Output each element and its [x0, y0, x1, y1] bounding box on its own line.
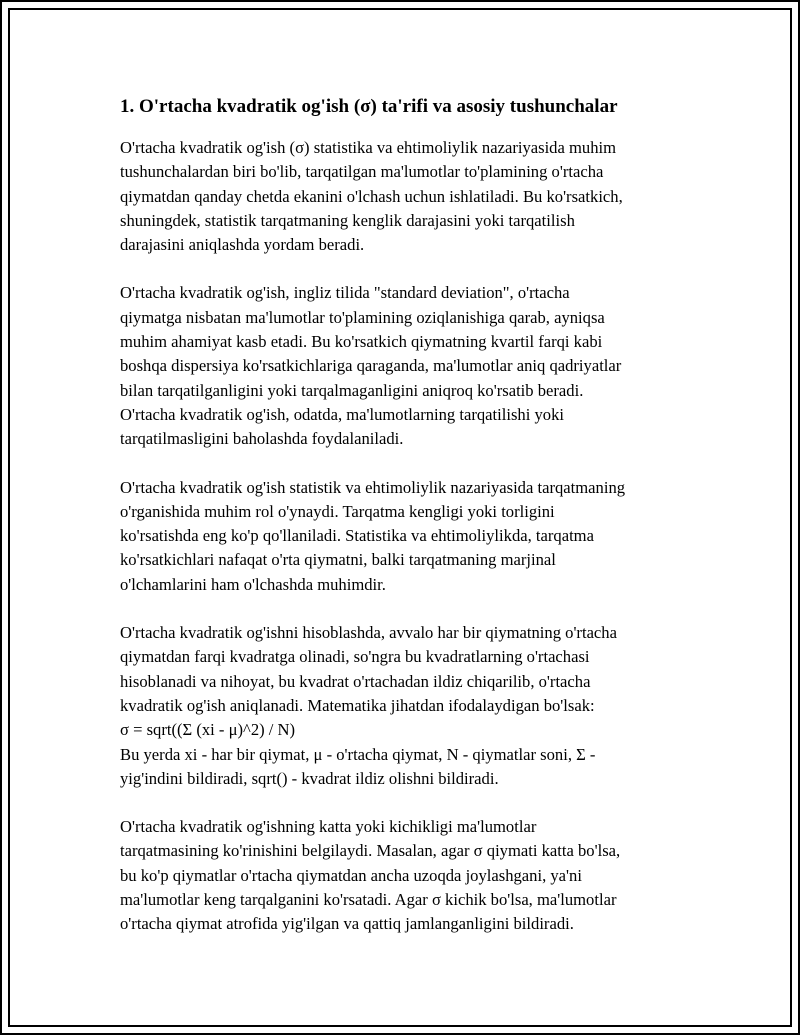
text-line: o'lchamlarini ham o'lchashda muhimdir.: [120, 574, 386, 594]
text-line: hisoblanadi va nihoyat, bu kvadrat o'rtachadan ildiz chiqarilib, o'rtacha: [120, 671, 591, 691]
paragraph: [120, 281, 690, 451]
text-line: qiymatdan qanday chetda ekanini o'lchash uchun ishlatiladi. Bu ko'rsatkich,: [120, 186, 623, 206]
text-line: tushunchalardan biri bo'lib, tarqatilgan ma'lumotlar to'plamining o'rtacha: [120, 162, 604, 182]
text-line: Bu yerda xi - har bir qiymat, μ - o'rtacha qiymat, N - qiymatlar soni, Σ -: [120, 744, 596, 764]
text-line: bilan tarqatilganligini yoki tarqalmaganligini aniqroq ko'rsatib beradi.: [120, 380, 584, 400]
text-line: ma'lumotlar keng tarqalganini ko'rsatadi. Agar σ kichik bo'lsa, ma'lumotlar: [120, 890, 617, 910]
text-line: shuningdek, statistik tarqatmaning kenglik darajasini yoki tarqatilish: [120, 210, 575, 230]
paragraph: [120, 621, 690, 791]
text-line: bu ko'p qiymatlar o'rtacha qiymatdan ancha uzoqda joylashgani, ya'ni: [120, 865, 582, 885]
paragraph: [120, 815, 690, 936]
text-line: muhim ahamiyat kasb etadi. Bu ko'rsatkich qiymatning kvartil farqi kabi: [120, 332, 603, 352]
paragraph: [120, 476, 690, 597]
text-line: o'rganishida muhim rol o'ynaydi. Tarqatma kengligi yoki torligini: [120, 501, 555, 521]
text-line: qiymatdan farqi kvadratga olinadi, so'ngra bu kvadratlarning o'rtachasi: [120, 647, 590, 667]
text-line: O'rtacha kvadratik og'ishning katta yoki kichikligi ma'lumotlar: [120, 817, 537, 837]
paragraph: [120, 136, 690, 257]
text-line: tarqatmasining ko'rinishini belgilaydi. Masalan, agar σ qiymati katta bo'lsa,: [120, 841, 621, 861]
text-line: σ = sqrt((Σ (xi - μ)^2) / N): [120, 720, 296, 740]
text-line: O'rtacha kvadratik og'ish (σ) statistika va ehtimoliylik nazariyasida muhim: [120, 138, 617, 157]
text-line: ko'rsatishda eng ko'p qo'llaniladi. Statistika va ehtimoliylikda, tarqatma: [120, 526, 594, 546]
text-line: darajasini aniqlashda yordam beradi.: [120, 235, 365, 255]
text-line: kvadratik og'ish aniqlanadi. Matematika jihatdan ifodalaydigan bo'lsak:: [120, 695, 595, 715]
text-line: boshqa dispersiya ko'rsatkichlariga qaraganda, ma'lumotlar aniq qadriyatlar: [120, 356, 622, 376]
text-line: O'rtacha kvadratik og'ishni hisoblashda, avvalo har bir qiymatning o'rtacha: [120, 623, 617, 643]
text-line: o'rtacha qiymat atrofida yig'ilgan va qattiq jamlanganligini bildiradi.: [120, 914, 574, 934]
text-line: yig'indini bildiradi, sqrt() - kvadrat ildiz olishni bildiradi.: [120, 768, 499, 788]
text-line: qiymatga nisbatan ma'lumotlar to'plamining oziqlanishiga qarab, ayniqsa: [120, 307, 605, 327]
text-line: ko'rsatkichlari nafaqat o'rta qiymatni, balki tarqatmaning marjinal: [120, 550, 556, 570]
text-line: O'rtacha kvadratik og'ish, ingliz tilida "standard deviation", o'rtacha: [120, 283, 570, 303]
paragraph-list: [120, 136, 690, 937]
document-body: [120, 94, 690, 961]
text-line: O'rtacha kvadratik og'ish, odatda, ma'lumotlarning tarqatilishi yoki: [120, 404, 564, 424]
text-line: tarqatilmasligini baholashda foydalaniladi.: [120, 429, 404, 449]
text-line: O'rtacha kvadratik og'ish statistik va ehtimoliylik nazariyasida tarqatmaning: [120, 477, 626, 497]
section-heading: 1. O'rtacha kvadratik og'ish (σ) ta'rifi va asosiy tushunchalar: [120, 96, 618, 117]
